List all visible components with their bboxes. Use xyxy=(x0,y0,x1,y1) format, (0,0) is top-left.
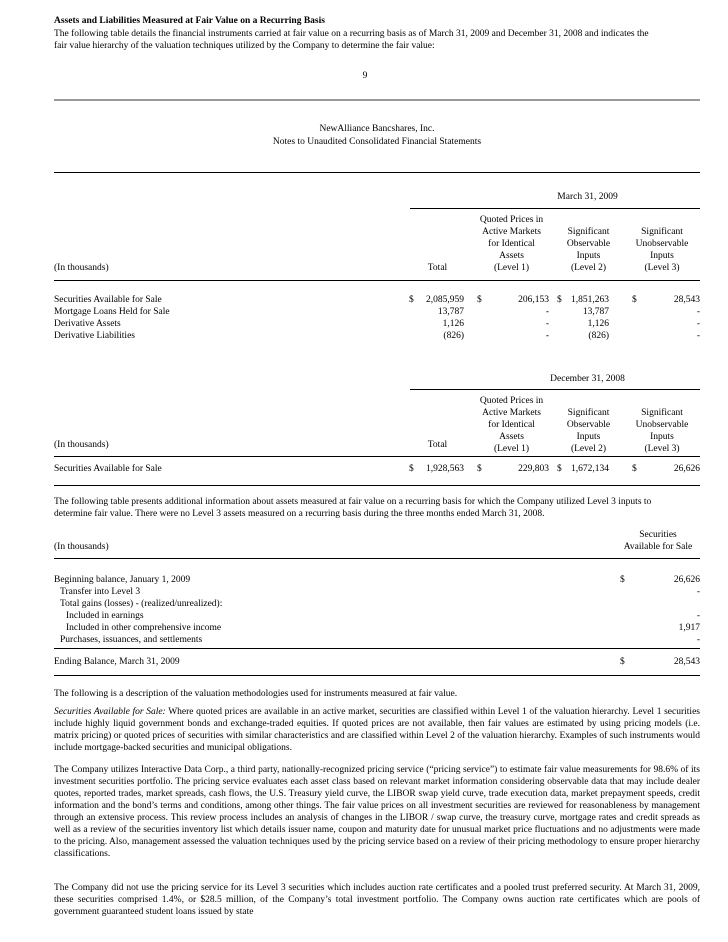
section-rule xyxy=(54,675,700,676)
page-number: 9 xyxy=(362,71,368,81)
table-row: Transfer into Level 3 - xyxy=(60,587,700,597)
col-header-level1: Quoted Prices in Active Markets for Identical Assets (Level 1) xyxy=(479,215,544,273)
date-underline xyxy=(410,389,700,390)
table-date-march: March 31, 2009 xyxy=(557,192,618,202)
in-thousands-label: (In thousands) xyxy=(54,263,109,273)
col-header-level2: Significant Observable Inputs (Level 2) xyxy=(566,408,611,454)
table-row: Beginning balance, January 1, 2009 $ 26,626 xyxy=(54,575,700,585)
table-row: Securities Available for Sale $ 2,085,959 $ 206,153 $ 1,851,263 $ 28,543 xyxy=(54,295,700,305)
intro-line-1: The following table details the financial instruments carried at fair value on a recurring basis as of March 31, 2009 and December 31, 2008 and indicates the xyxy=(54,29,649,39)
section-heading: Assets and Liabilities Measured at Fair Value on a Recurring Basis xyxy=(54,16,325,26)
paragraph-level3: The Company did not use the pricing service for its Level 3 securities which includes auction rate certificates and a pooled trust preferred security. At March 31, 2009, these securities comprised 1.4%, or $28.5 million, of the Company’s total investment portfolio. The Company owns auction rate certificates which are pools of government guaranteed student loans issued by state xyxy=(54,883,700,917)
paragraph-pricing-service: The Company utilizes Interactive Data Corp., a third party, nationally-recognized pricing service (“pricing service”) to estimate fair value measurements for 98.6% of its investment securities portfolio. The pricing service evaluates each asset class based on relevant market information considering observable data that may include dealer quotes, reported trades, market spreads, cash flows, the U.S. Treasury yield curve, the LIBOR swap yield curve, trade execution data, market prepayment speeds, credit information and the bond’s terms and conditions, among other things. The fair value prices on all investment securities are reviewed for reasonableness by management through an extensive process. This review process includes an analysis of changes in the LIBOR / swap curve, the treasury curve, mortgage rates and credit spreads as well as a review of the securities inventory list which details issuer name, coupon and maturity date for unusual market price fluctuations and no adjustments were made to the pricing. Also, management assessed the valuation techniques used by the pricing service based on a review of their pricing methodology to ensure proper hierarchy classifications. xyxy=(54,765,700,859)
level3-intro-line-2: determine fair value. There were no Level 3 assets measured on a recurring basis during the three months ended March 31, 2008. xyxy=(54,509,545,519)
table-row: Derivative Assets 1,126 - 1,126 - xyxy=(54,319,700,329)
col-header-afs: Securities Available for Sale xyxy=(623,530,693,552)
date-underline xyxy=(410,208,700,209)
col-header-level2: Significant Observable Inputs (Level 2) xyxy=(566,227,611,273)
paragraph-afs: Securities Available for Sale: Where quoted prices are available in an active market, securities are classified within Level 1 of the valuation hierarchy. Level 1 securities include highly liquid government bonds and exchange-traded equities. If quoted prices are not available, then fair values are estimated by using pricing models (i.e. matrix pricing) or quoted prices of securities with similar characteristics and are classified within Level 2 of the valuation hierarchy. Examples of such instruments would include mortgage-backed securities and municipal obligations. xyxy=(54,707,700,753)
table-row: Included in earnings - xyxy=(66,611,700,621)
col-header-total: Total xyxy=(427,440,448,450)
col-header-level3: Significant Unobservable Inputs (Level 3) xyxy=(635,227,689,273)
section-rule xyxy=(54,485,700,486)
rule-top xyxy=(54,172,700,173)
table-row-ending: Ending Balance, March 31, 2009 $ 28,543 xyxy=(54,657,700,667)
table-row: Included in other comprehensive income 1,917 xyxy=(66,623,700,633)
level3-intro-line-1: The following table presents additional information about assets measured at fair value on a recurring basis for which the Company utilized Level 3 inputs to xyxy=(54,497,652,507)
table-row: Derivative Liabilities (826) - (826) - xyxy=(54,331,700,341)
header-rule xyxy=(54,558,700,559)
col-header-total: Total xyxy=(427,263,448,273)
table-row: Securities Available for Sale $ 1,928,563 $ 229,803 $ 1,672,134 $ 26,626 xyxy=(54,464,700,474)
statement-subtitle: Notes to Unaudited Consolidated Financial Statements xyxy=(272,137,482,147)
table-date-december: December 31, 2008 xyxy=(550,374,625,384)
company-name: NewAlliance Bancshares, Inc. xyxy=(319,124,435,134)
col-header-level1: Quoted Prices in Active Markets for Identical Assets (Level 1) xyxy=(479,396,544,454)
page-break-divider xyxy=(54,99,700,101)
methodology-intro: The following is a description of the valuation methodologies used for instruments measured at fair value. xyxy=(54,689,458,699)
header-rule xyxy=(54,456,700,457)
table-row: Purchases, issuances, and settlements - xyxy=(60,635,700,645)
col-header-level3: Significant Unobservable Inputs (Level 3) xyxy=(635,408,689,454)
header-rule xyxy=(54,280,700,281)
table-row: Total gains (losses) - (realized/unrealized): xyxy=(60,599,223,609)
intro-line-2: fair value hierarchy of the valuation techniques utilized by the Company to determine the fair value: xyxy=(54,41,435,51)
subtotal-rule xyxy=(54,648,700,649)
in-thousands-label: (In thousands) xyxy=(54,440,109,450)
table-row: Mortgage Loans Held for Sale 13,787 - 13,787 - xyxy=(54,307,700,317)
in-thousands-label: (In thousands) xyxy=(54,542,109,552)
